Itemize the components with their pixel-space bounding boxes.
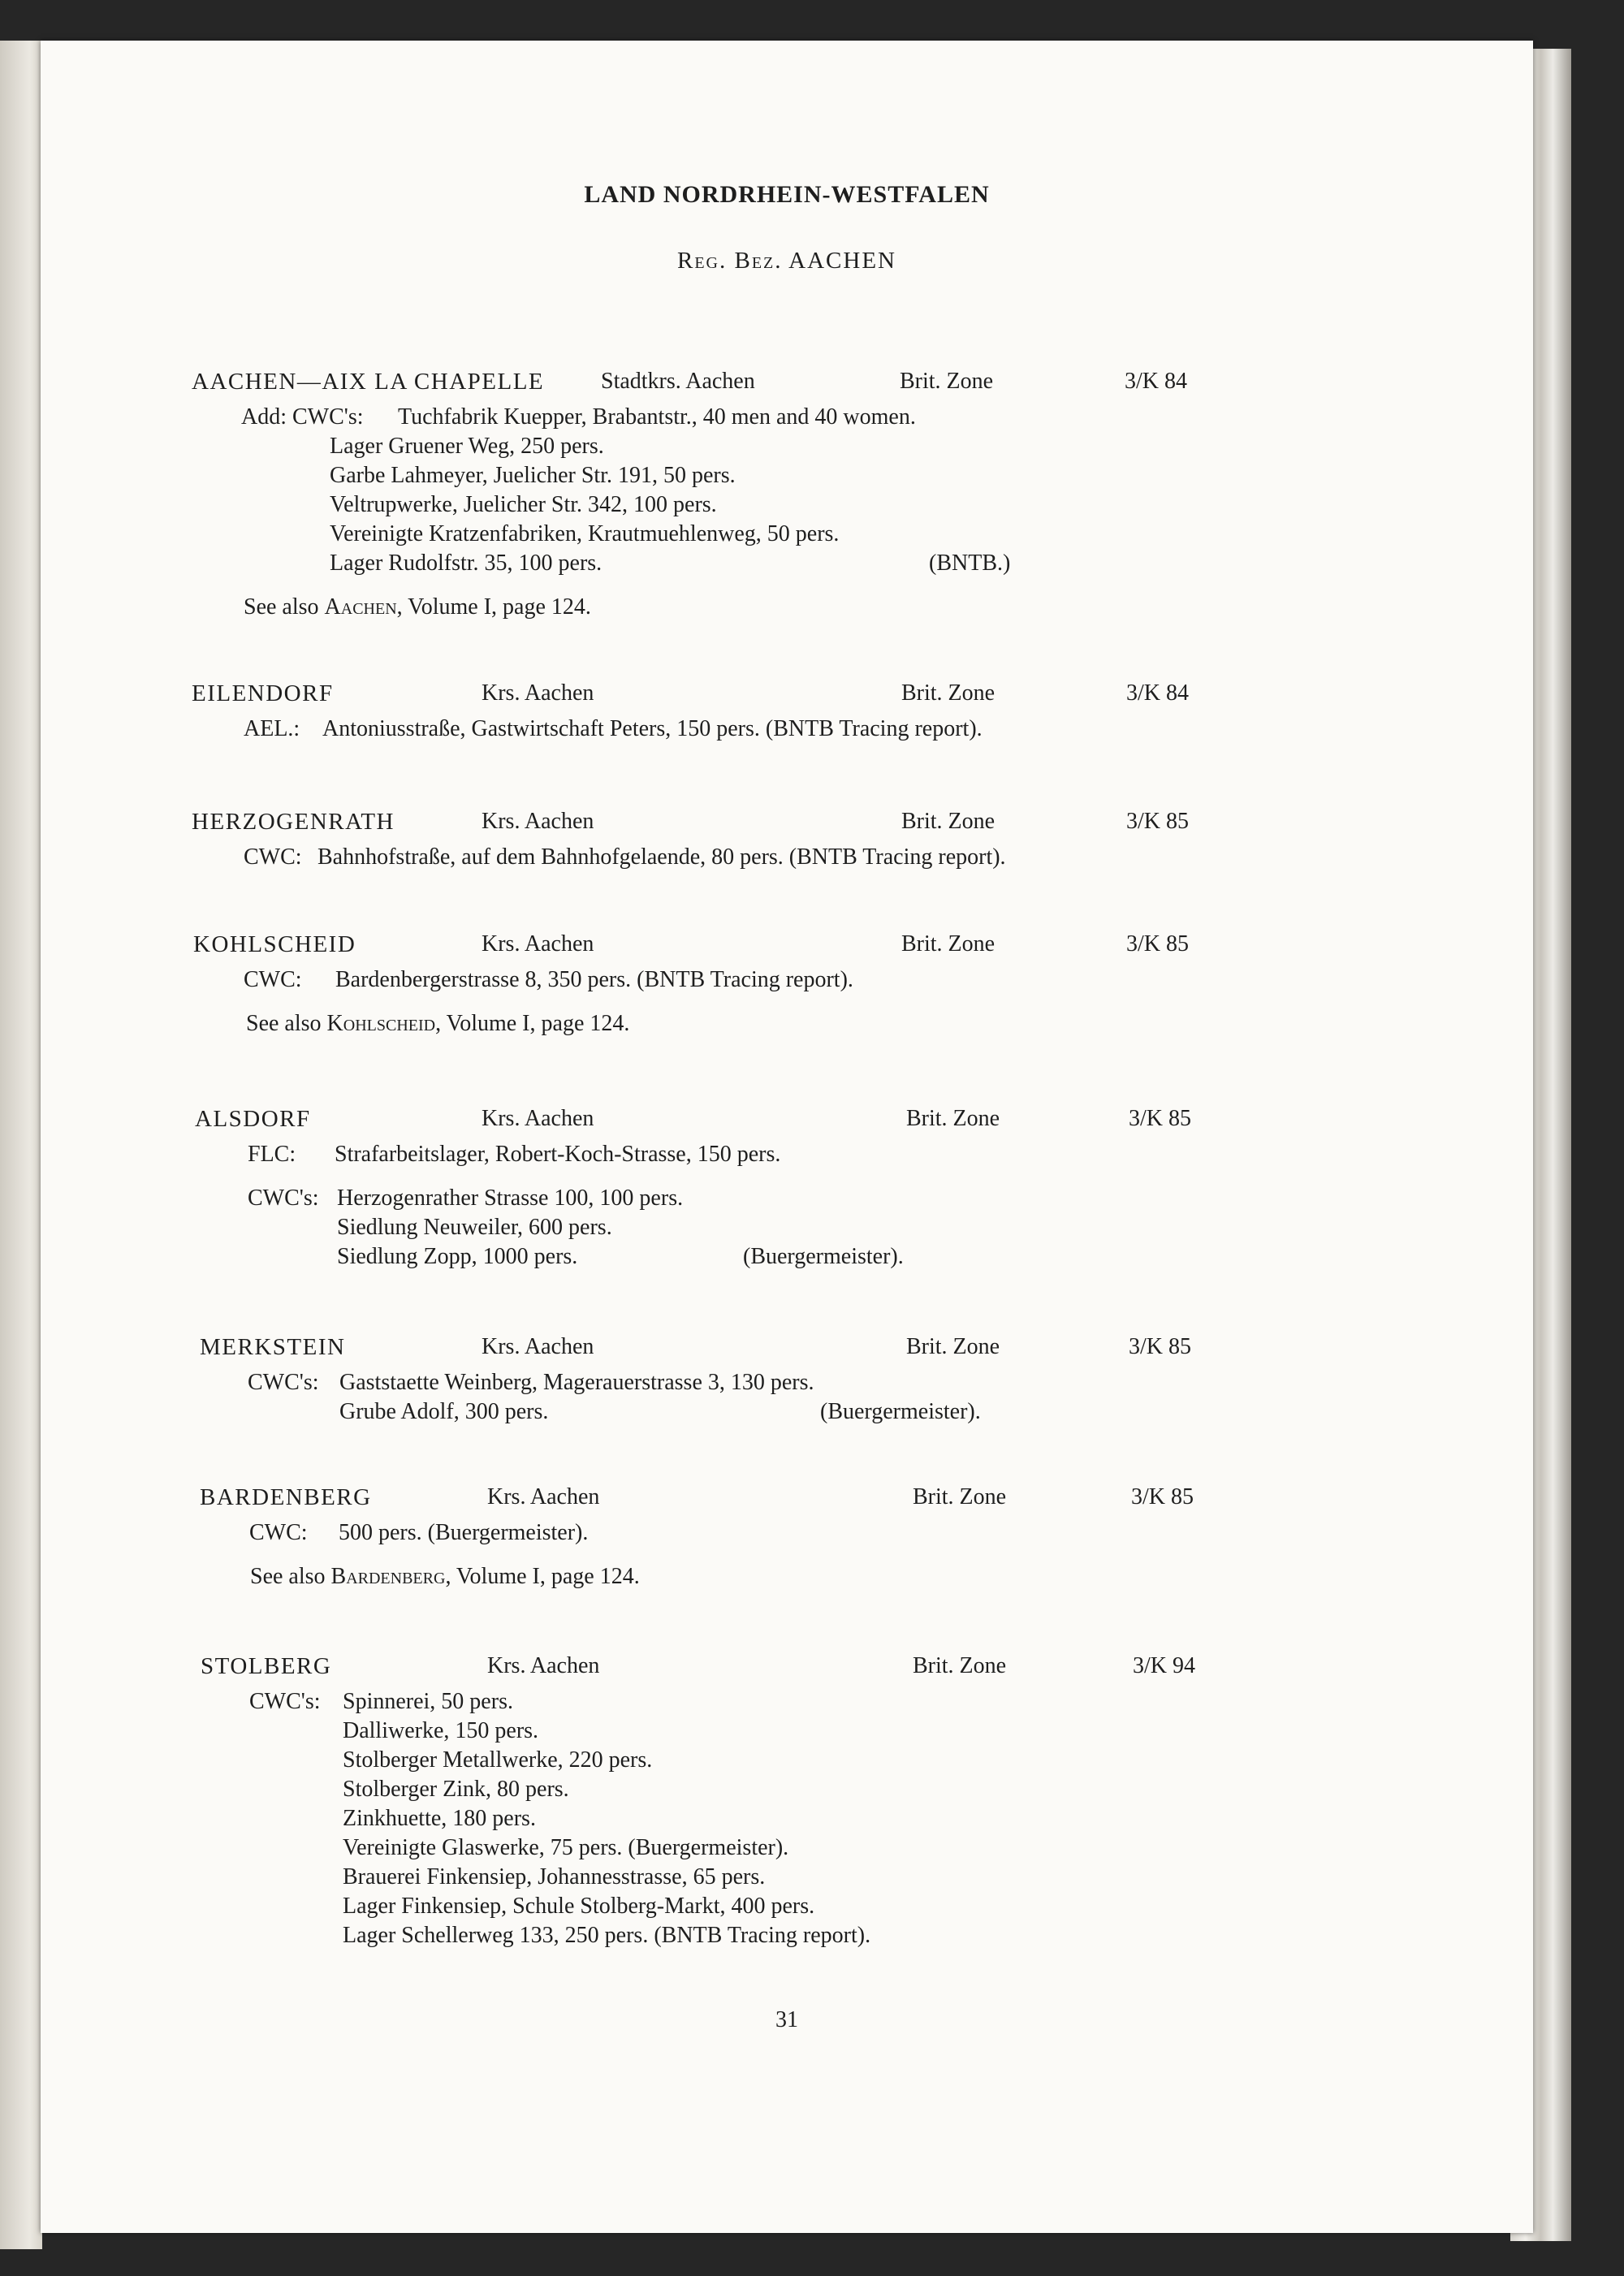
entry-stolberg	[41, 1652, 1533, 1950]
entry-text: Stolberger Zink, 80 pers.	[343, 1777, 569, 1802]
grid-ref: 3/K 94	[1133, 1653, 1195, 1678]
entry-label: FLC:	[248, 1142, 296, 1167]
entry-text: Vereinigte Kratzenfabriken, Krautmuehlenweg, 50 pers.	[330, 521, 840, 546]
entry-header	[41, 679, 1533, 715]
district: Krs. Aachen	[482, 931, 594, 957]
region-subheading	[41, 246, 1533, 275]
entry-text: Lager Schellerweg 133, 250 pers. (BNTB Tracing report).	[343, 1923, 871, 1948]
entry-text: Siedlung Zopp, 1000 pers.	[337, 1244, 578, 1269]
entry-aachen	[41, 367, 1533, 622]
district: Krs. Aachen	[482, 1106, 594, 1131]
see-also-ref: Bardenberg	[330, 1564, 446, 1589]
region-prefix: Reg. Bez.	[676, 248, 783, 274]
district: Krs. Aachen	[482, 809, 594, 834]
entry-label: Add: CWC's:	[241, 404, 364, 430]
place-name: BARDENBERG	[200, 1484, 372, 1510]
zone: Brit. Zone	[901, 931, 996, 957]
entry-text: Siedlung Neuweiler, 600 pers.	[337, 1215, 612, 1240]
place-name: HERZOGENRATH	[192, 809, 395, 835]
zone: Brit. Zone	[906, 1106, 1000, 1131]
entry-text: Bahnhofstraße, auf dem Bahnhofgelaende, 80 pers. (BNTB Tracing report).	[317, 844, 1006, 870]
entry-text: Dalliwerke, 150 pers.	[343, 1718, 539, 1743]
zone: Brit. Zone	[906, 1334, 1000, 1359]
zone: Brit. Zone	[900, 369, 994, 394]
district: Krs. Aachen	[482, 680, 594, 706]
entry-text: Lager Gruener Weg, 250 pers.	[330, 434, 604, 459]
entry-header	[41, 1652, 1533, 1687]
place-name: EILENDORF	[192, 680, 334, 706]
grid-ref: 3/K 85	[1126, 931, 1189, 957]
see-also-prefix: See also	[250, 1564, 326, 1589]
source-note: (Buergermeister).	[820, 1399, 981, 1424]
entry-text: Grube Adolf, 300 pers.	[339, 1399, 549, 1424]
see-also-suffix: , Volume I, page 124.	[445, 1564, 640, 1589]
entry-bardenberg	[41, 1483, 1533, 1591]
place-name: MERKSTEIN	[200, 1334, 346, 1360]
entry-kohlscheid	[41, 930, 1533, 1039]
zone: Brit. Zone	[913, 1484, 1007, 1509]
entry-text: 500 pers. (Buergermeister).	[339, 1520, 589, 1545]
source-note: (BNTB.)	[929, 551, 1011, 576]
see-also-suffix: , Volume I, page 124.	[396, 594, 591, 620]
zone: Brit. Zone	[913, 1653, 1007, 1678]
district: Krs. Aachen	[487, 1484, 600, 1509]
see-also-prefix: See also	[246, 1011, 322, 1036]
entry-text: Lager Rudolfstr. 35, 100 pers.	[330, 551, 603, 576]
see-also-ref: Kohlscheid	[326, 1011, 436, 1036]
entry-line	[41, 403, 1533, 432]
see-also-ref: Aachen	[324, 594, 397, 620]
grid-ref: 3/K 84	[1126, 680, 1189, 706]
see-also-suffix: , Volume I, page 124.	[435, 1011, 630, 1036]
zone: Brit. Zone	[901, 680, 996, 706]
entry-label: CWC:	[249, 1520, 308, 1545]
entry-label: CWC:	[244, 844, 302, 870]
entry-text: Garbe Lahmeyer, Juelicher Str. 191, 50 pers.	[330, 463, 736, 488]
district: Krs. Aachen	[487, 1653, 600, 1678]
district: Stadtkrs. Aachen	[601, 369, 755, 394]
place-name: ALSDORF	[195, 1106, 311, 1132]
grid-ref: 3/K 85	[1131, 1484, 1194, 1509]
zone: Brit. Zone	[901, 809, 996, 834]
entry-text: Strafarbeitslager, Robert-Koch-Strasse, 150 pers.	[335, 1142, 781, 1167]
grid-ref: 3/K 85	[1129, 1106, 1191, 1131]
see-also	[41, 593, 1533, 622]
entry-label: CWC's:	[248, 1370, 319, 1395]
place-name: KOHLSCHEID	[193, 931, 356, 957]
entry-text: Bardenbergerstrasse 8, 350 pers. (BNTB Tracing report).	[335, 967, 853, 992]
entry-eilendorf	[41, 679, 1533, 744]
book-page	[41, 41, 1533, 2233]
entry-header	[41, 930, 1533, 965]
page-heading: LAND NORDRHEIN-WESTFALEN	[584, 181, 990, 208]
grid-ref: 3/K 85	[1126, 809, 1189, 834]
entry-text: Brauerei Finkensiep, Johannesstrasse, 65 pers.	[343, 1864, 766, 1889]
see-also	[41, 1009, 1533, 1039]
source-note: (Buergermeister).	[743, 1244, 904, 1269]
see-also	[41, 1562, 1533, 1591]
entry-label: CWC:	[244, 967, 302, 992]
entry-text: Lager Finkensiep, Schule Stolberg-Markt, 400 pers.	[343, 1894, 815, 1919]
entry-header	[41, 1332, 1533, 1368]
entry-text: Antoniusstraße, Gastwirtschaft Peters, 150 pers. (BNTB Tracing report).	[322, 716, 983, 741]
page-number: 31	[775, 2007, 798, 2032]
entry-header	[41, 1483, 1533, 1518]
facing-page-edge	[0, 41, 42, 2249]
page-content	[41, 41, 1533, 2233]
region-name: AACHEN	[788, 248, 897, 274]
entry-label: CWC's:	[249, 1689, 321, 1714]
entry-text: Tuchfabrik Kuepper, Brabantstr., 40 men and 40 women.	[398, 404, 916, 430]
place-name: STOLBERG	[201, 1653, 332, 1679]
grid-ref: 3/K 85	[1129, 1334, 1191, 1359]
entry-text: Vereinigte Glaswerke, 75 pers. (Buergermeister).	[343, 1835, 789, 1860]
entry-label: CWC's:	[248, 1186, 319, 1211]
entry-label: AEL.:	[244, 716, 300, 741]
entry-text: Spinnerei, 50 pers.	[343, 1689, 513, 1714]
place-name: AACHEN—AIX LA CHAPELLE	[192, 369, 545, 395]
entry-text: Zinkhuette, 180 pers.	[343, 1806, 536, 1831]
entry-herzogenrath	[41, 807, 1533, 872]
entry-text: Veltrupwerke, Juelicher Str. 342, 100 pers.	[330, 492, 717, 517]
entry-text: Stolberger Metallwerke, 220 pers.	[343, 1747, 653, 1773]
district: Krs. Aachen	[482, 1334, 594, 1359]
entry-header	[41, 367, 1533, 403]
entry-text: Herzogenrather Strasse 100, 100 pers.	[337, 1186, 684, 1211]
entry-header	[41, 1104, 1533, 1140]
entry-merkstein	[41, 1332, 1533, 1427]
entry-header	[41, 807, 1533, 843]
entry-text: Gaststaette Weinberg, Magerauerstrasse 3, 130 pers.	[339, 1370, 814, 1395]
see-also-prefix: See also	[244, 594, 319, 620]
entry-alsdorf	[41, 1104, 1533, 1272]
grid-ref: 3/K 84	[1125, 369, 1187, 394]
